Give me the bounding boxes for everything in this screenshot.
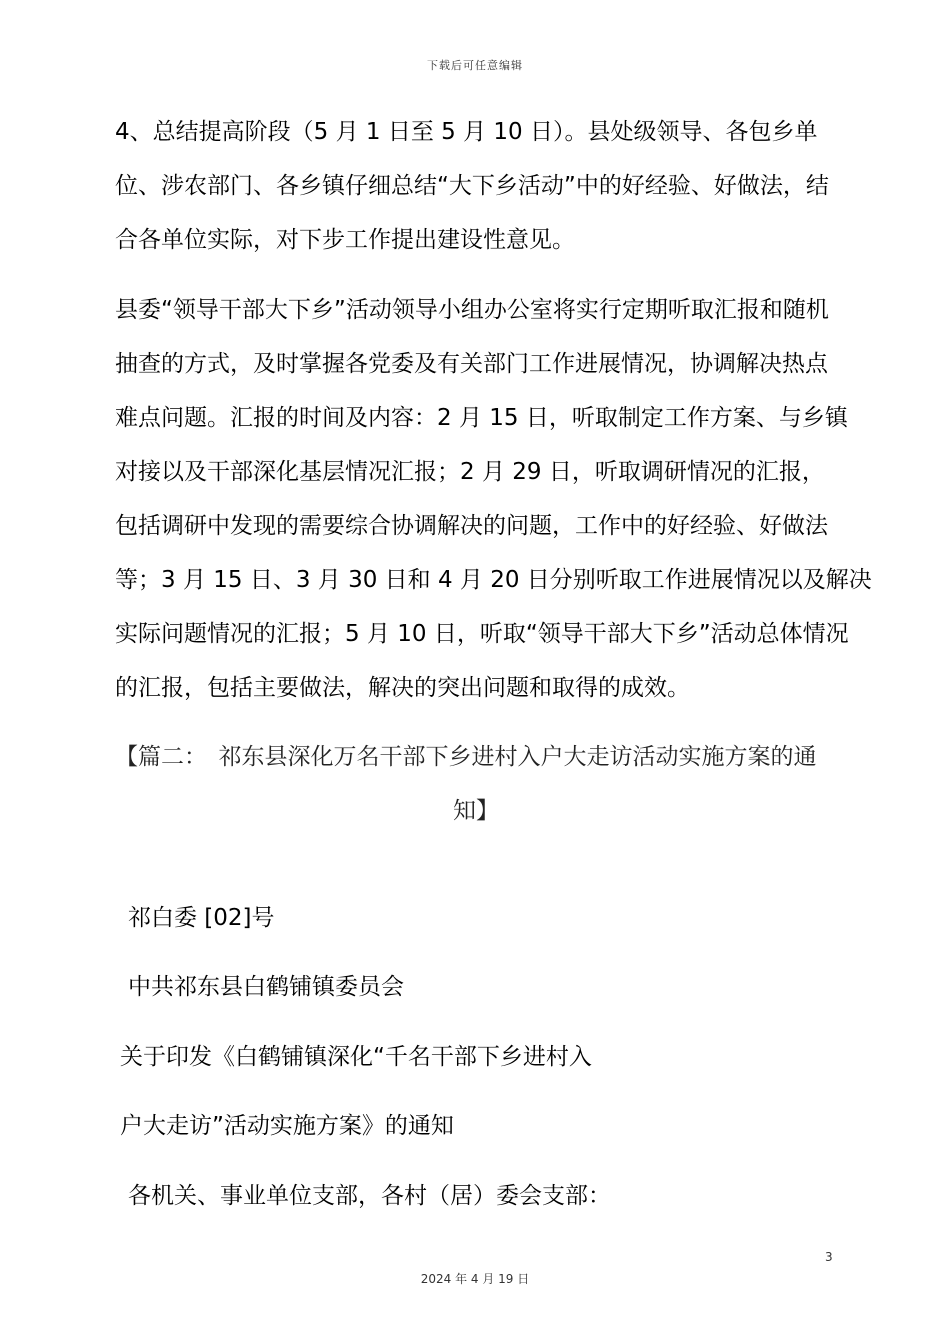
paragraph-summary-stage — [115, 105, 837, 267]
paragraph-line: 难点问题。汇报的时间及内容：2 月 15 日，听取制定工作方案、与乡镇 — [115, 405, 848, 431]
footer-date: 2024 年 4 月 19 日 — [420, 1272, 530, 1286]
document-number: 祁白委 [02]号 — [128, 905, 275, 931]
paragraph-line: 位、涉农部门、各乡镇仔细总结“大下乡活动”中的好经验、好做法，结 — [115, 173, 829, 199]
issuer-name: 中共祁东县白鹤铺镇委员会 — [128, 974, 404, 1000]
paragraph-line: 包括调研中发现的需要综合协调解决的问题，工作中的好经验、好做法 — [115, 513, 828, 539]
header-note: 下载后可任意编辑 — [427, 59, 523, 72]
paragraph-line: 等；3 月 15 日、3 月 30 日和 4 月 20 日分别听取工作进展情况以及解决 — [115, 567, 872, 593]
section-heading-line: 知】 — [453, 798, 499, 824]
paragraph-line: 县委“领导干部大下乡”活动领导小组办公室将实行定期听取汇报和随机 — [115, 297, 829, 323]
paragraph-reporting-schedule — [115, 283, 872, 715]
paragraph-line: 对接以及干部深化基层情况汇报；2 月 29 日，听取调研情况的汇报， — [115, 459, 825, 485]
section-heading-line: 【篇二： 祁东县深化万名干部下乡进村入户大走访活动实施方案的通 — [115, 744, 817, 770]
salutation: 各机关、事业单位支部，各村（居）委会支部： — [128, 1183, 611, 1209]
notice-title-line: 户大走访”活动实施方案》的通知 — [120, 1113, 454, 1139]
paragraph-line: 的汇报，包括主要做法，解决的突出问题和取得的成效。 — [115, 675, 690, 701]
notice-title-line: 关于印发《白鹤铺镇深化“千名干部下乡进村入 — [120, 1044, 592, 1070]
page-number: 3 — [825, 1250, 833, 1264]
section-heading — [115, 730, 837, 838]
paragraph-line: 4、总结提高阶段（5 月 1 日至 5 月 10 日）。县处级领导、各包乡单 — [115, 119, 818, 145]
paragraph-line: 实际问题情况的汇报；5 月 10 日，听取“领导干部大下乡”活动总体情况 — [115, 621, 849, 647]
paragraph-line: 合各单位实际，对下步工作提出建设性意见。 — [115, 227, 575, 253]
paragraph-line: 抽查的方式，及时掌握各党委及有关部门工作进展情况，协调解决热点 — [115, 351, 828, 377]
